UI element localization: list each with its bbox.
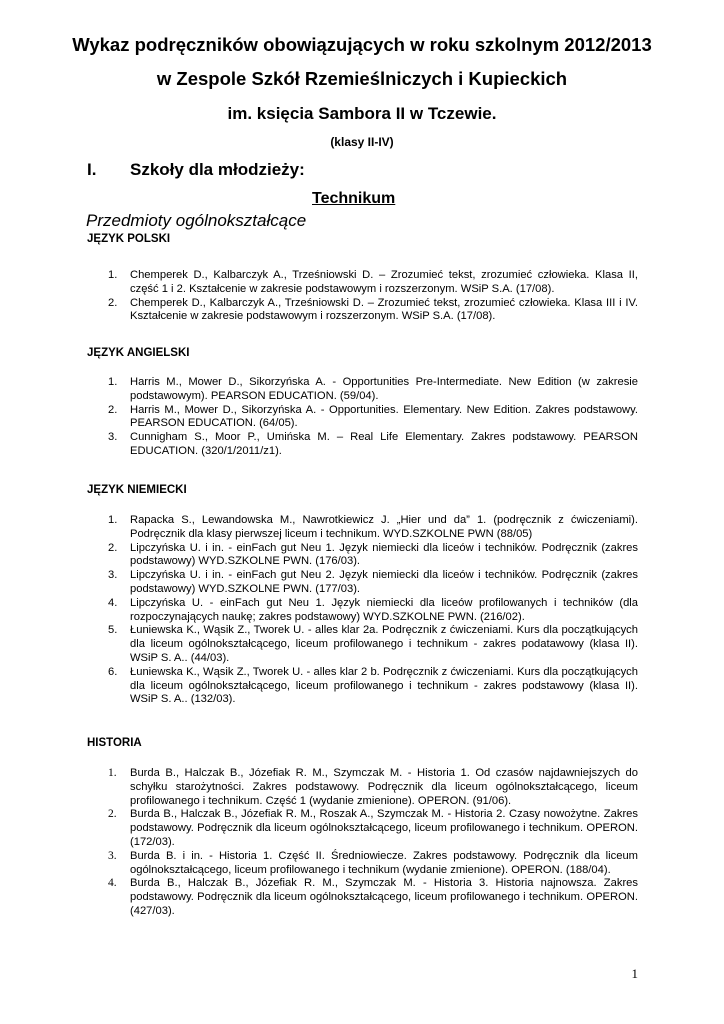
subject-heading-english: JĘZYK ANGIELSKI	[87, 347, 190, 359]
list-item-number: 2.	[108, 808, 117, 821]
section-number: I.	[87, 160, 97, 179]
list-item-text: Burda B. i in. - Historia 1. Część II. Średniowiecze. Zakres podstawowy. Podręcznik dla liceum ogólnokształcącego, liceum profilowanego i technikum (wydanie zmienione). OPERON. (188/04).	[130, 849, 638, 876]
document-title-line-2: w Zespole Szkół Rzemieślniczych i Kupieckich	[156, 68, 568, 89]
document-title-line-1: Wykaz podręczników obowiązujących w roku szkolnym 2012/2013	[72, 34, 652, 55]
subject-heading-polish: JĘZYK POLSKI	[87, 233, 171, 245]
list-item-number: 3.	[108, 569, 118, 582]
list-item-text: Chemperek D., Kalbarczyk A., Trześniowski D. – Zrozumieć tekst, zrozumieć człowieka. Klasa III i IV. Kształcenie w zakresie podstawowym i rozszerzonym. WSiP S.A. (17/08).	[130, 296, 638, 323]
list-item-text: Burda B., Halczak B., Józefiak R. M., Roszak A., Szymczak M. - Historia 2. Czasy nowożytne. Zakres podstawowy. Podręcznik dla liceum ogólnokształcącego, liceum profilowanego i technikum. OPERON. (172/03).	[130, 808, 638, 848]
list-item-text: Lipczyńska U. - einFach gut Neu 1. Język niemiecki dla liceów profilowanych i techników (dla rozpoczynających naukę; zakres podstawowy) WYD.SZKOLNE PWN. (216/02).	[130, 596, 638, 623]
list-item-number: 2.	[108, 403, 118, 416]
list-item	[108, 269, 638, 297]
list-item	[108, 850, 638, 878]
english-book-list	[108, 376, 638, 459]
list-item-text: Harris M., Mower D., Sikorzyńska A. - Opportunities. Elementary. New Edition. Zakres podstawowy. PEARSON EDUCATION. (64/05).	[130, 403, 638, 430]
list-item	[108, 514, 638, 542]
list-item-number: 4.	[108, 596, 118, 609]
list-item-number: 3.	[108, 849, 117, 862]
list-item	[108, 542, 638, 570]
german-book-list	[108, 514, 638, 707]
list-item	[108, 431, 638, 459]
list-item-number: 4.	[108, 877, 117, 890]
list-item-number: 2.	[108, 296, 118, 309]
list-item-number: 1.	[108, 269, 118, 281]
list-item	[108, 767, 638, 808]
list-item	[108, 624, 638, 665]
list-item	[108, 877, 638, 918]
list-item-number: 1.	[108, 767, 117, 779]
section-title: Szkoły dla młodzieży:	[130, 160, 305, 179]
list-item	[108, 569, 638, 597]
list-item-text: Burda B., Halczak B., Józefiak R. M., Szymczak M. - Historia 3. Historia najnowsza. Zakres podstawowy. Podręcznik dla liceum ogólnokształcącego, liceum profilowanego i technikum. OPERON. (427/03).	[130, 877, 638, 917]
subject-heading-history: HISTORIA	[87, 737, 142, 749]
page-number: 1	[631, 966, 638, 981]
document-title-line-3: im. księcia Sambora II w Tczewie.	[227, 104, 497, 123]
list-item-text: Lipczyńska U. i in. - einFach gut Neu 1. Język niemiecki dla liceów i techników. Podręcznik (zakres podstawowy) WYD.SZKOLNE PWN. (176/03).	[130, 541, 638, 568]
list-item	[108, 597, 638, 625]
list-item	[108, 666, 638, 707]
school-type-heading: Technikum	[312, 190, 396, 207]
list-item-number: 1.	[108, 376, 118, 388]
list-item-text: Cunnigham S., Moor P., Umińska M. – Real Life Elementary. Zakres podstawowy. PEARSON EDUCATION. (320/1/2011/z1).	[130, 431, 638, 457]
list-item-number: 1.	[108, 514, 118, 526]
list-item	[108, 404, 638, 432]
list-item-number: 2.	[108, 541, 118, 554]
list-item-text: Rapacka S., Lewandowska M., Nawrotkiewicz J. „Hier und da” 1. (podręcznik z ćwiczeniami). Podręcznik dla klasy pierwszej liceum i technikum. WYD.SZKOLNE PWN (88/05)	[130, 514, 638, 540]
list-item	[108, 808, 638, 849]
subjects-subheading: Przedmioty ogólnokształcące	[86, 211, 307, 230]
list-item	[108, 297, 638, 325]
list-item-number: 6.	[108, 665, 118, 678]
history-book-list	[108, 767, 638, 919]
list-item	[108, 376, 638, 404]
polish-book-list	[108, 269, 638, 324]
list-item-number: 3.	[108, 431, 118, 444]
list-item-text: Lipczyńska U. i in. - einFach gut Neu 2. Język niemiecki dla liceów i techników. Podręcznik (zakres podstawowy) WYD.SZKOLNE PWN. (177/03).	[130, 569, 638, 595]
list-item-text: Łuniewska K., Wąsik Z., Tworek U. - alles klar 2 b. Podręcznik z ćwiczeniami. Kurs dla początkujących dla liceum ogólnokształcącego, liceum profilowanego i technikum - zakres podstawowy (klasa II). WSiP S. A.. (132/03).	[130, 665, 638, 706]
list-item-number: 5.	[108, 624, 118, 637]
class-range: (klasy II-IV)	[330, 135, 394, 149]
list-item-text: Łuniewska K., Wąsik Z., Tworek U. - alles klar 2a. Podręcznik z ćwiczeniami. Kurs dla początkujących dla liceum ogólnokształcącego, liceum profilowanego i technikum - zakres podatawowy (klasa II). WSiP S. A.. (44/03).	[130, 624, 638, 664]
list-item-text: Burda B., Halczak B., Józefiak R. M., Szymczak M. - Historia 1. Od czasów najdawniejszych do schyłku starożytności. Zakres podstawowy. Podręcznik dla liceum ogólnokształcącego, liceum profilowanego i technikum. Część 1 (wydanie zmienione). OPERON. (91/06).	[130, 767, 638, 807]
subject-heading-german: JĘZYK NIEMIECKI	[87, 484, 187, 496]
list-item-text: Chemperek D., Kalbarczyk A., Trześniowski D. – Zrozumieć tekst, zrozumieć człowieka. Klasa II, część 1 i 2. Kształcenie w zakresie podstawowym i rozszerzonym. WSiP S.A. (17/08).	[130, 269, 638, 295]
list-item-text: Harris M., Mower D., Sikorzyńska A. - Opportunities Pre-Intermediate. New Edition (w zakresie podstawowym). PEARSON EDUCATION. (59/04).	[130, 376, 638, 402]
